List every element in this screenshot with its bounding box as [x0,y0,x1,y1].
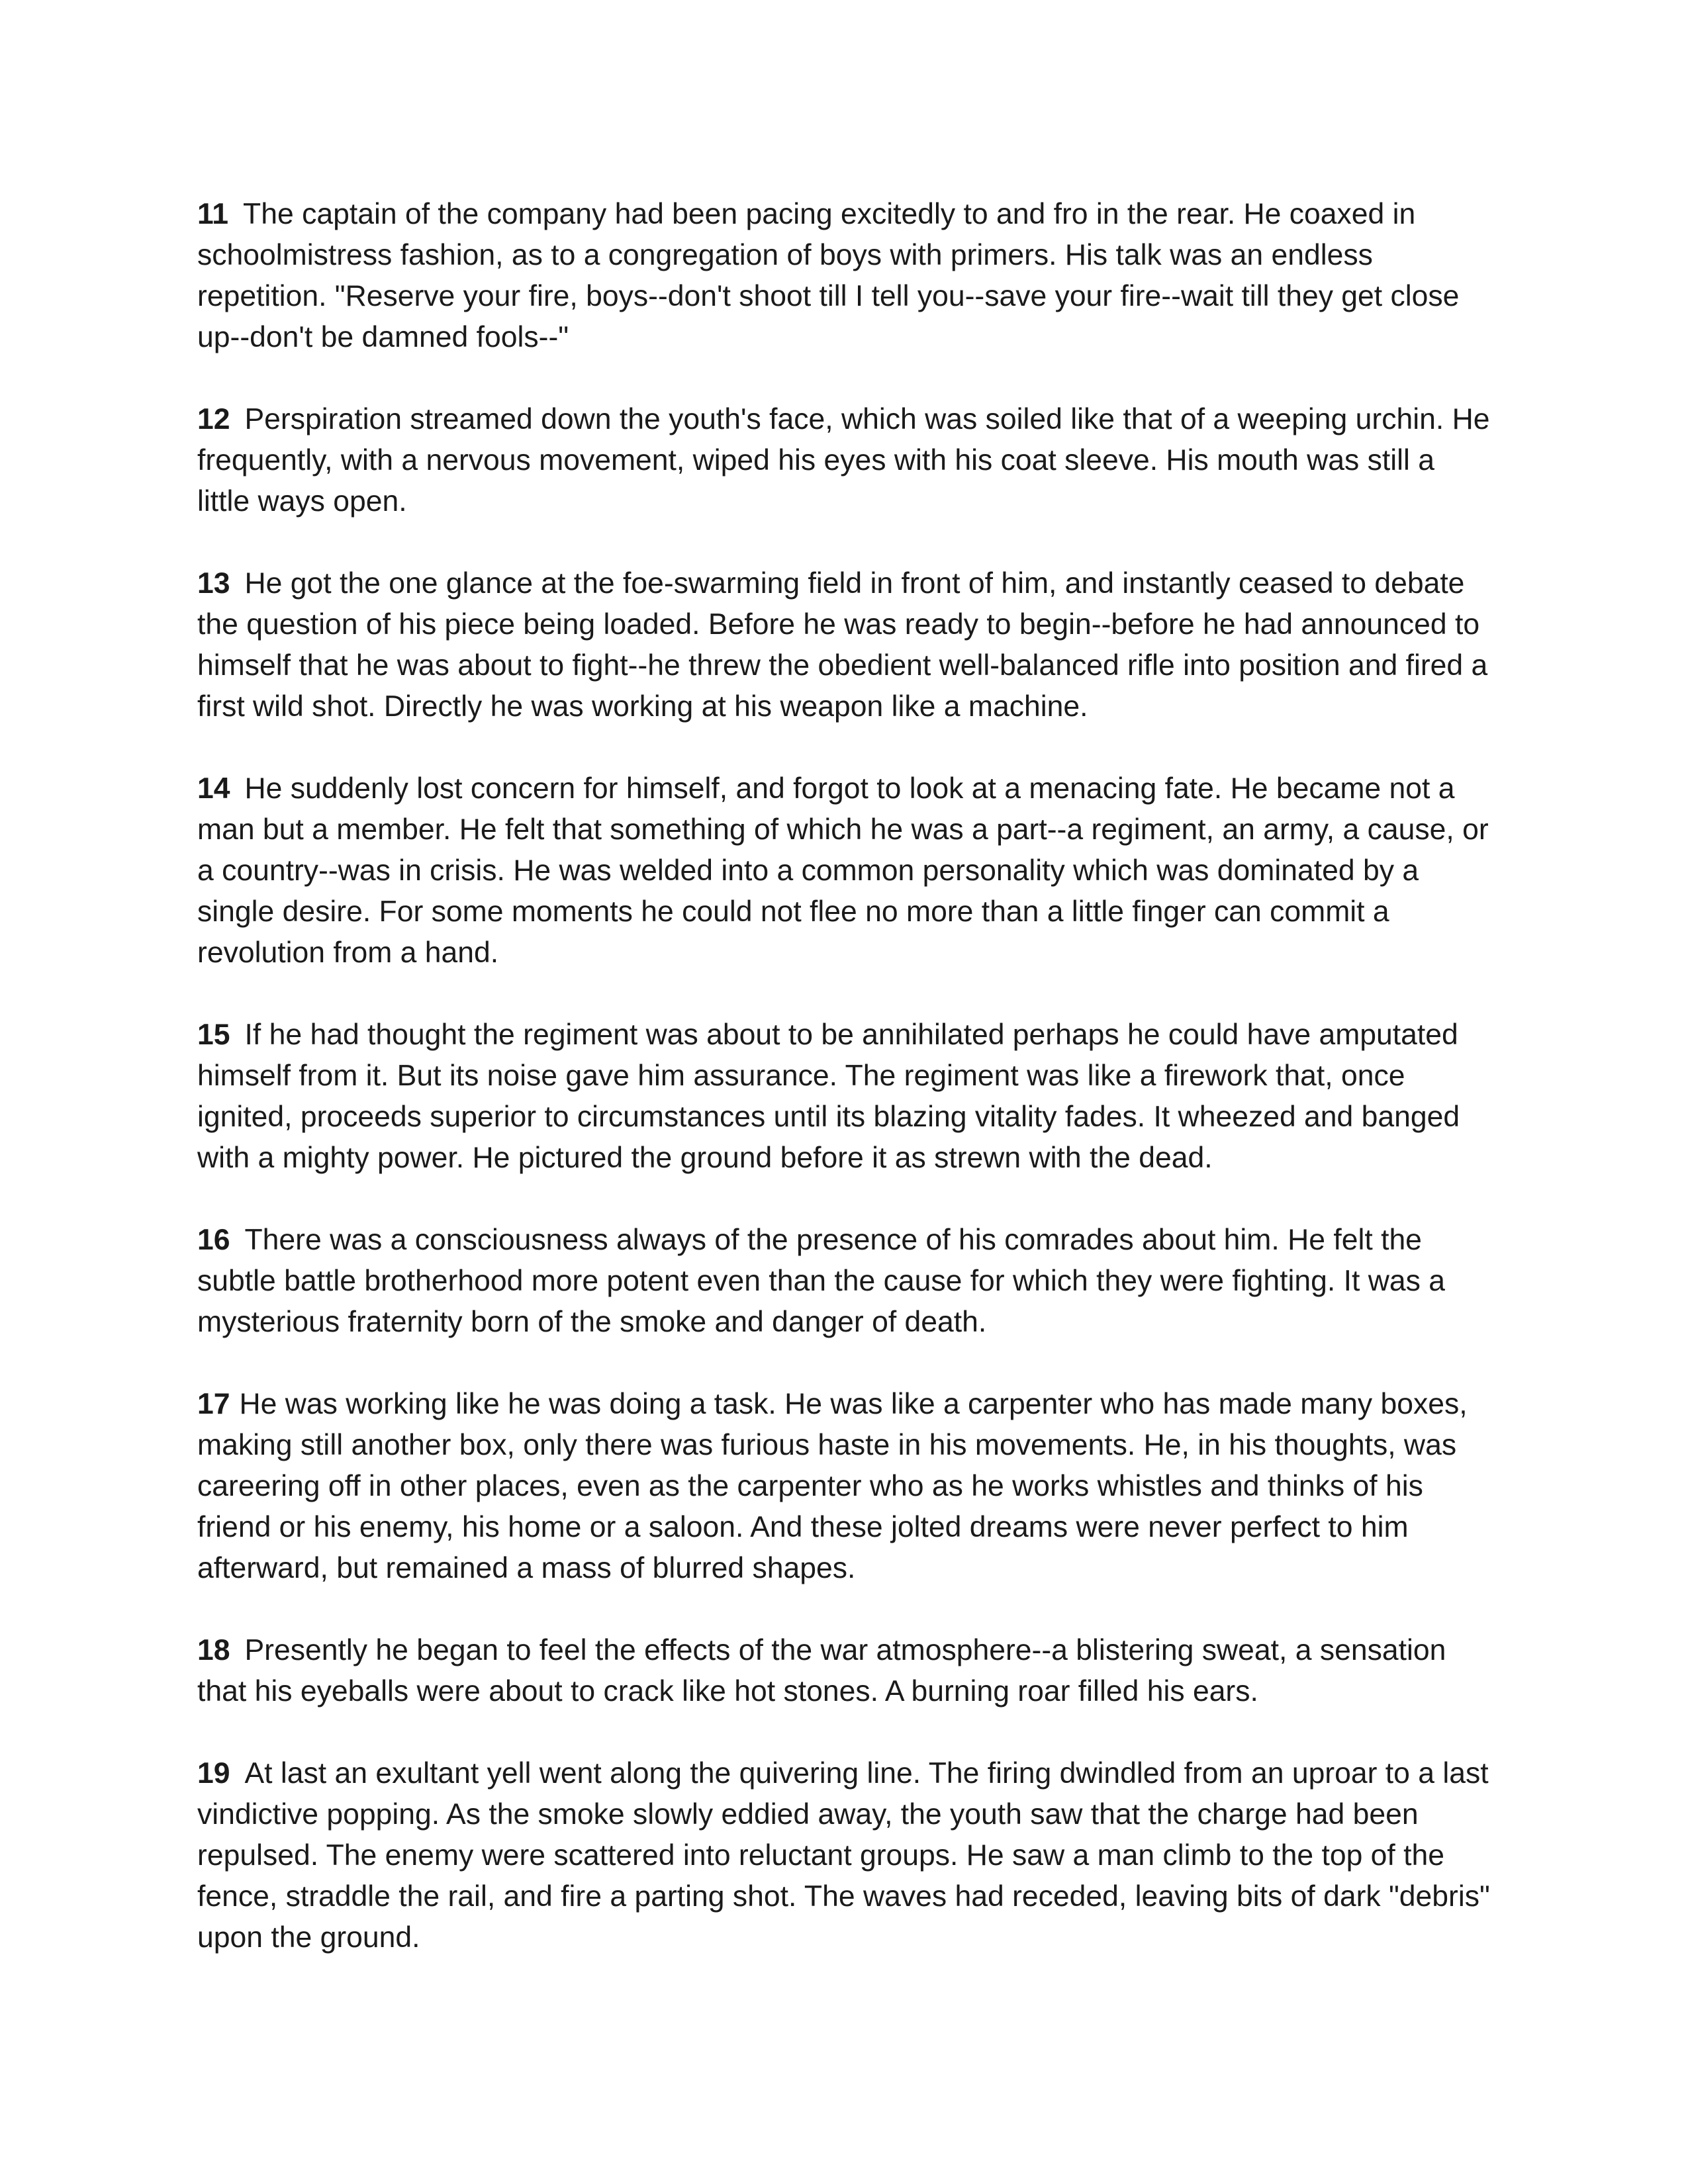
paragraph-number: 11 [197,198,229,230]
paragraph-14 [197,768,1495,974]
paragraph-text: There was a consciousness always of the presence of his comrades about him. He felt the subtle battle brotherhood more potent even than the cause for which they were fighting. It was a mysterious fraternity born of the smoke and danger of death. [197,1224,1445,1338]
paragraph-text: The captain of the company had been pacing excitedly to and fro in the rear. He coaxed in schoolmistress fashion, as to a congregation of boys with primers. His talk was an endless repetition. "Reserve your fire, boys--don't shoot till I tell you--save your fire--wait till they get close up--don't be damned fools--" [197,198,1460,353]
paragraph-19 [197,1753,1495,1958]
paragraph-16 [197,1220,1495,1343]
paragraph-text: At last an exultant yell went along the quivering line. The firing dwindled from an uproar to a last vindictive popping. As the smoke slowly eddied away, the youth saw that the charge had been repulsed. The enemy were scattered into reluctant groups. He saw a man climb to the top of the fence, straddle the rail, and fire a parting shot. The waves had receded, leaving bits of dark "debris" upon the ground. [197,1757,1490,1954]
paragraph-number: 16 [197,1224,230,1256]
paragraph-number: 15 [197,1019,230,1051]
paragraph-number: 14 [197,772,230,805]
document-page [197,194,1495,1999]
paragraph-12 [197,399,1495,522]
paragraph-17 [197,1384,1495,1589]
paragraph-text: He suddenly lost concern for himself, and forgot to look at a menacing fate. He became not a man but a member. He felt that something of which he was a part--a regiment, an army, a cause, or a country--was in crisis. He was welded into a common personality which was dominated by a single desire. For some moments he could not flee no more than a little finger can commit a revolution from a hand. [197,772,1489,969]
paragraph-text: If he had thought the regiment was about to be annihilated perhaps he could have amputated himself from it. But its noise gave him assurance. The regiment was like a firework that, once ignited, proceeds superior to circumstances until its blazing vitality fades. It wheezed and banged with a mighty power. He pictured the ground before it as strewn with the dead. [197,1019,1460,1174]
paragraph-number: 12 [197,403,230,435]
paragraph-11 [197,194,1495,358]
paragraph-number: 18 [197,1634,230,1666]
paragraph-number: 19 [197,1757,230,1790]
paragraph-15 [197,1015,1495,1179]
paragraph-text: He was working like he was doing a task. He was like a carpenter who has made many boxes, making still another box, only there was furious haste in his movements. He, in his thoughts, was careering off in other places, even as the carpenter who as he works whistles and thinks of his friend or his enemy, his home or a saloon. And these jolted dreams were never perfect to him afterward, but remained a mass of blurred shapes. [197,1388,1468,1584]
paragraph-text: He got the one glance at the foe-swarming field in front of him, and instantly ceased to debate the question of his piece being loaded. Before he was ready to begin--before he had announced to himself that he was about to fight--he threw the obedient well-balanced rifle into position and fired a first wild shot. Directly he was working at his weapon like a machine. [197,567,1488,723]
paragraph-text: Perspiration streamed down the youth's face, which was soiled like that of a weeping urchin. He frequently, with a nervous movement, wiped his eyes with his coat sleeve. His mouth was still a little ways open. [197,403,1490,518]
paragraph-number: 17 [197,1388,230,1420]
paragraph-number: 13 [197,567,230,600]
paragraph-13 [197,563,1495,727]
paragraph-18 [197,1630,1495,1712]
paragraph-text: Presently he began to feel the effects of the war atmosphere--a blistering sweat, a sensation that his eyeballs were about to crack like hot stones. A burning roar filled his ears. [197,1634,1446,1707]
